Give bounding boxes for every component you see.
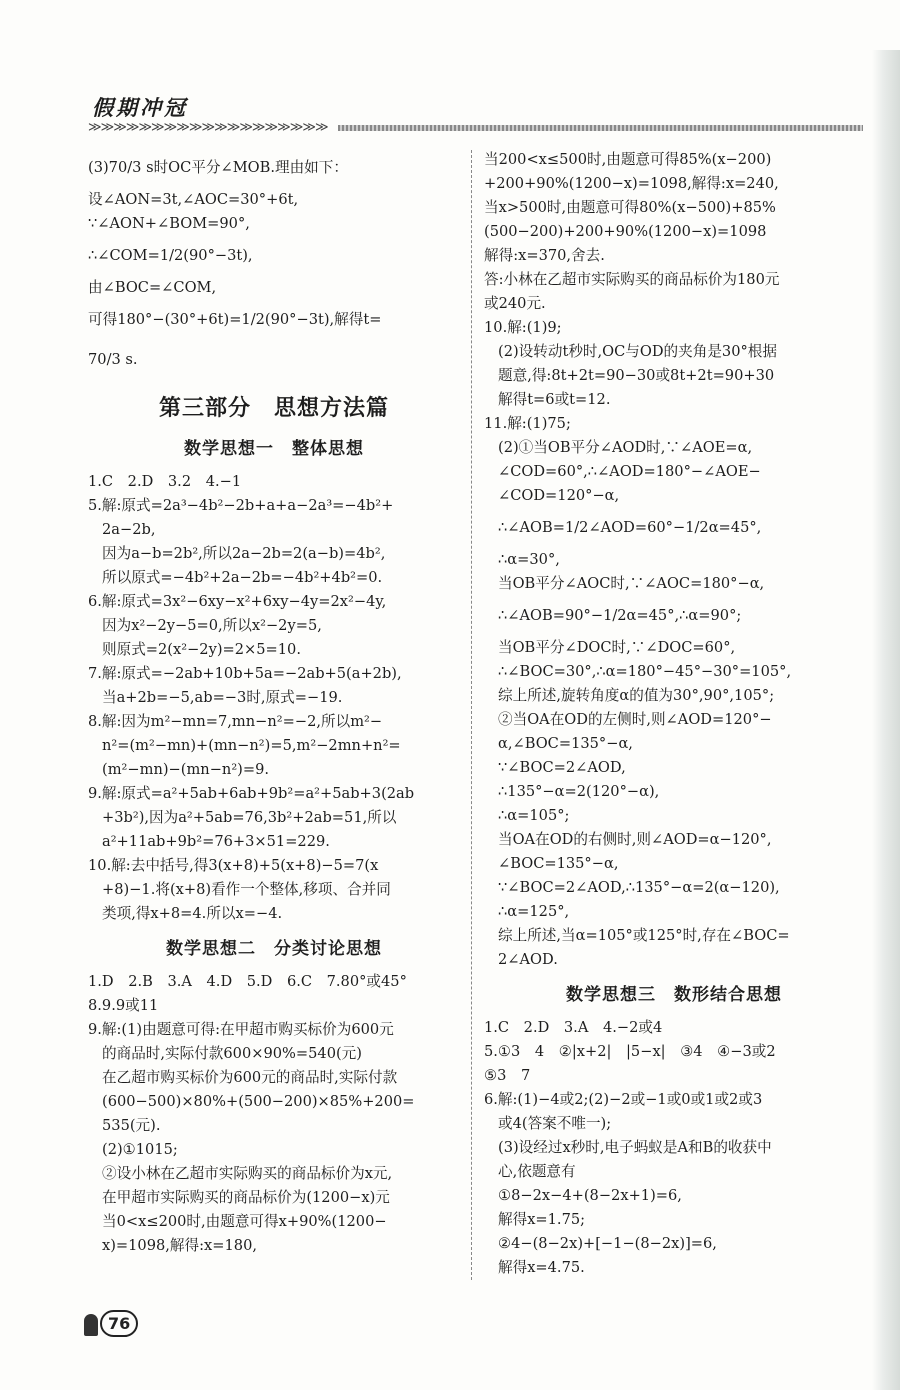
text-line: 心,依题意有 xyxy=(498,1163,576,1180)
text-line: (m²−mn)−(mn−n²)=9. xyxy=(102,761,270,778)
text-line: 10.解:去中括号,得3(x+8)+5(x+8)−5=7(x xyxy=(88,857,379,874)
page-header xyxy=(88,92,868,144)
text-line: (3)70/3 s时OC平分∠MOB.理由如下： xyxy=(88,159,348,176)
text-line: 8.解:因为m²−mn=7,mn−n²=−2,所以m²− xyxy=(88,713,383,730)
section1-answers xyxy=(88,470,460,926)
text-line: 2a−2b, xyxy=(102,521,156,538)
runner-figure-icon xyxy=(84,1314,98,1336)
text-line: a²+11ab+9b²=76+3×51=229. xyxy=(102,833,330,850)
text-line: 或240元. xyxy=(484,295,546,312)
text-line: 解得:x=370,舍去. xyxy=(484,247,605,264)
text-line: ②设小林在乙超市实际购买的商品标价为x元, xyxy=(102,1165,393,1182)
header-rule xyxy=(338,125,863,131)
text-line: ①8−2x−4+(8−2x+1)=6, xyxy=(498,1187,682,1204)
section3-answers xyxy=(484,1016,864,1280)
text-line: ⑤3 7 xyxy=(484,1067,531,1084)
text-line: 535(元). xyxy=(102,1117,161,1134)
text-line: α,∠BOC=135°−α, xyxy=(498,735,633,752)
text-line: (500−200)+200+90%(1200−x)=1098 xyxy=(484,223,767,240)
text-line: 所以原式=−4b²+2a−2b=−4b²+4b²=0. xyxy=(102,569,383,586)
text-line: (2)①当OB平分∠AOD时,∵∠AOE=α, xyxy=(498,439,753,456)
text-line: 9.解:原式=a²+5ab+6ab+9b²=a²+5ab+3(2ab xyxy=(88,785,415,802)
text-line: ∴∠COM=1/2(90°−3t), xyxy=(88,247,253,264)
text-line: 可得180°−(30°+6t)=1/2(90°−3t),解得t= xyxy=(88,311,382,328)
section-title: 数学思想三 数形结合思想 xyxy=(566,985,782,1005)
text-line: 或4(答案不唯一); xyxy=(498,1115,612,1132)
text-line: 由∠BOC=∠COM, xyxy=(88,279,217,296)
text-line: 1.D 2.B 3.A 4.D 5.D 6.C 7.80°或45° xyxy=(88,973,407,990)
text-line: ∠COD=60°,∴∠AOD=180°−∠AOE− xyxy=(498,463,761,480)
text-line: 当OB平分∠DOC时,∵∠DOC=60°, xyxy=(498,639,736,656)
left-column xyxy=(88,148,460,1258)
text-line: ∴α=30°, xyxy=(498,551,560,568)
text-line: 解得x=4.75. xyxy=(498,1259,585,1276)
text-line: 在乙超市购买标价为600元的商品时,实际付款 xyxy=(102,1069,398,1086)
text-line: 6.解:原式=3x²−6xy−x²+6xy−4y=2x²−4y, xyxy=(88,593,387,610)
text-line: n²=(m²−mn)+(mn−n²)=5,m²−2mn+n²= xyxy=(102,737,401,754)
text-line: 8.9.9或11 xyxy=(88,997,159,1014)
text-line: +8)−1.将(x+8)看作一个整体,移项、合并同 xyxy=(102,881,391,898)
text-line: ∴135°−α=2(120°−α), xyxy=(498,783,660,800)
text-line: +200+90%(1200−x)=1098,解得:x=240, xyxy=(484,175,779,192)
text-line: 答:小林在乙超市实际购买的商品标价为180元 xyxy=(484,271,780,288)
text-line: +3b²),因为a²+5ab=76,3b²+2ab=51,所以 xyxy=(102,809,397,826)
text-line: ∴α=125°, xyxy=(498,903,570,920)
text-line: 当a+2b=−5,ab=−3时,原式=−19. xyxy=(102,689,343,706)
text-line: ∴∠AOB=1/2∠AOD=60°−1/2α=45°, xyxy=(498,519,762,536)
page-number-badge: 76 xyxy=(100,1310,138,1337)
text-line: ∴∠AOB=90°−1/2α=45°,∴α=90°; xyxy=(498,607,742,624)
text-line: 综上所述,当α=105°或125°时,存在∠BOC= xyxy=(498,927,790,944)
text-line: 当200<x≤500时,由题意可得85%(x−200) xyxy=(484,151,772,168)
text-line: 类项,得x+8=4.所以x=−4. xyxy=(102,905,283,922)
section-title: 数学思想一 整体思想 xyxy=(184,439,364,459)
text-line: ∠COD=120°−α, xyxy=(498,487,620,504)
scan-page-edge xyxy=(872,50,900,1390)
text-line: 9.解:(1)由题意可得:在甲超市购买标价为600元 xyxy=(88,1021,394,1038)
text-line: 综上所述,旋转角度α的值为30°,90°,105°; xyxy=(498,687,775,704)
text-line: ∵∠BOC=2∠AOD,∴135°−α=2(α−120), xyxy=(498,879,780,896)
book-title: 假期冲冠 xyxy=(92,96,188,120)
text-line: 70/3 s. xyxy=(88,351,138,368)
text-line: 当x>500时,由题意可得80%(x−500)+85% xyxy=(484,199,776,216)
left-block1 xyxy=(88,148,460,380)
text-line: 因为x²−2y−5=0,所以x²−2y=5, xyxy=(102,617,322,634)
text-line: 5.解:原式=2a³−4b²−2b+a+a−2a³=−4b²+ xyxy=(88,497,394,514)
text-line: 解得t=6或t=12. xyxy=(498,391,611,408)
text-line: 题意,得:8t+2t=90−30或8t+2t=90+30 xyxy=(498,367,775,384)
text-line: 因为a−b=2b²,所以2a−2b=2(a−b)=4b², xyxy=(102,545,386,562)
text-line: (2)①1015; xyxy=(102,1141,178,1158)
text-line: 1.C 2.D 3.2 4.−1 xyxy=(88,473,242,490)
page-number xyxy=(84,1310,138,1337)
text-line: 5.①3 4 ②|x+2| |5−x| ③4 ④−3或2 xyxy=(484,1043,776,1060)
text-line: ②当OA在OD的左侧时,则∠AOD=120°− xyxy=(498,711,772,728)
text-line: 在甲超市实际购买的商品标价为(1200−x)元 xyxy=(102,1189,390,1206)
header-chevron-decoration: ≫≫≫≫≫≫≫≫≫≫≫≫≫≫≫≫≫≫≫ xyxy=(88,120,328,135)
text-line: x)=1098,解得:x=180, xyxy=(102,1237,257,1254)
text-line: (3)设经过x秒时,电子蚂蚁是A和B的收获中 xyxy=(498,1139,772,1156)
text-line: 10.解:(1)9; xyxy=(484,319,562,336)
column-divider xyxy=(471,150,472,1280)
text-line: 则原式=2(x²−2y)=2×5=10. xyxy=(102,641,301,658)
text-line: 当OB平分∠AOC时,∵∠AOC=180°−α, xyxy=(498,575,765,592)
text-line: ∠BOC=135°−α, xyxy=(498,855,619,872)
section-title: 数学思想二 分类讨论思想 xyxy=(166,939,382,959)
text-line: ②4−(8−2x)+[−1−(8−2x)]=6, xyxy=(498,1235,717,1252)
text-line: ∵∠AON+∠BOM=90°, xyxy=(88,215,250,232)
text-line: 当0<x≤200时,由题意可得x+90%(1200− xyxy=(102,1213,387,1230)
section2-answers xyxy=(88,970,460,1258)
right-block1 xyxy=(484,148,864,972)
text-line: (2)设转动t秒时,OC与OD的夹角是30°根据 xyxy=(498,343,777,360)
part-title: 第三部分 思想方法篇 xyxy=(158,396,389,421)
text-line: ∵∠BOC=2∠AOD, xyxy=(498,759,626,776)
text-line: 的商品时,实际付款600×90%=540(元) xyxy=(102,1045,362,1062)
text-line: 1.C 2.D 3.A 4.−2或4 xyxy=(484,1019,663,1036)
text-line: ∴α=105°; xyxy=(498,807,570,824)
text-line: 7.解:原式=−2ab+10b+5a=−2ab+5(a+2b), xyxy=(88,665,402,682)
text-line: 解得x=1.75; xyxy=(498,1211,586,1228)
right-column xyxy=(484,148,864,1280)
text-line: 2∠AOD. xyxy=(498,951,558,968)
text-line: (600−500)×80%+(500−200)×85%+200= xyxy=(102,1093,415,1110)
text-line: 6.解:(1)−4或2;(2)−2或−1或0或1或2或3 xyxy=(484,1091,763,1108)
text-line: 设∠AON=3t,∠AOC=30°+6t, xyxy=(88,191,299,208)
text-line: ∴∠BOC=30°,∴α=180°−45°−30°=105°, xyxy=(498,663,792,680)
text-line: 当OA在OD的右侧时,则∠AOD=α−120°, xyxy=(498,831,772,848)
text-line: 11.解:(1)75; xyxy=(484,415,571,432)
